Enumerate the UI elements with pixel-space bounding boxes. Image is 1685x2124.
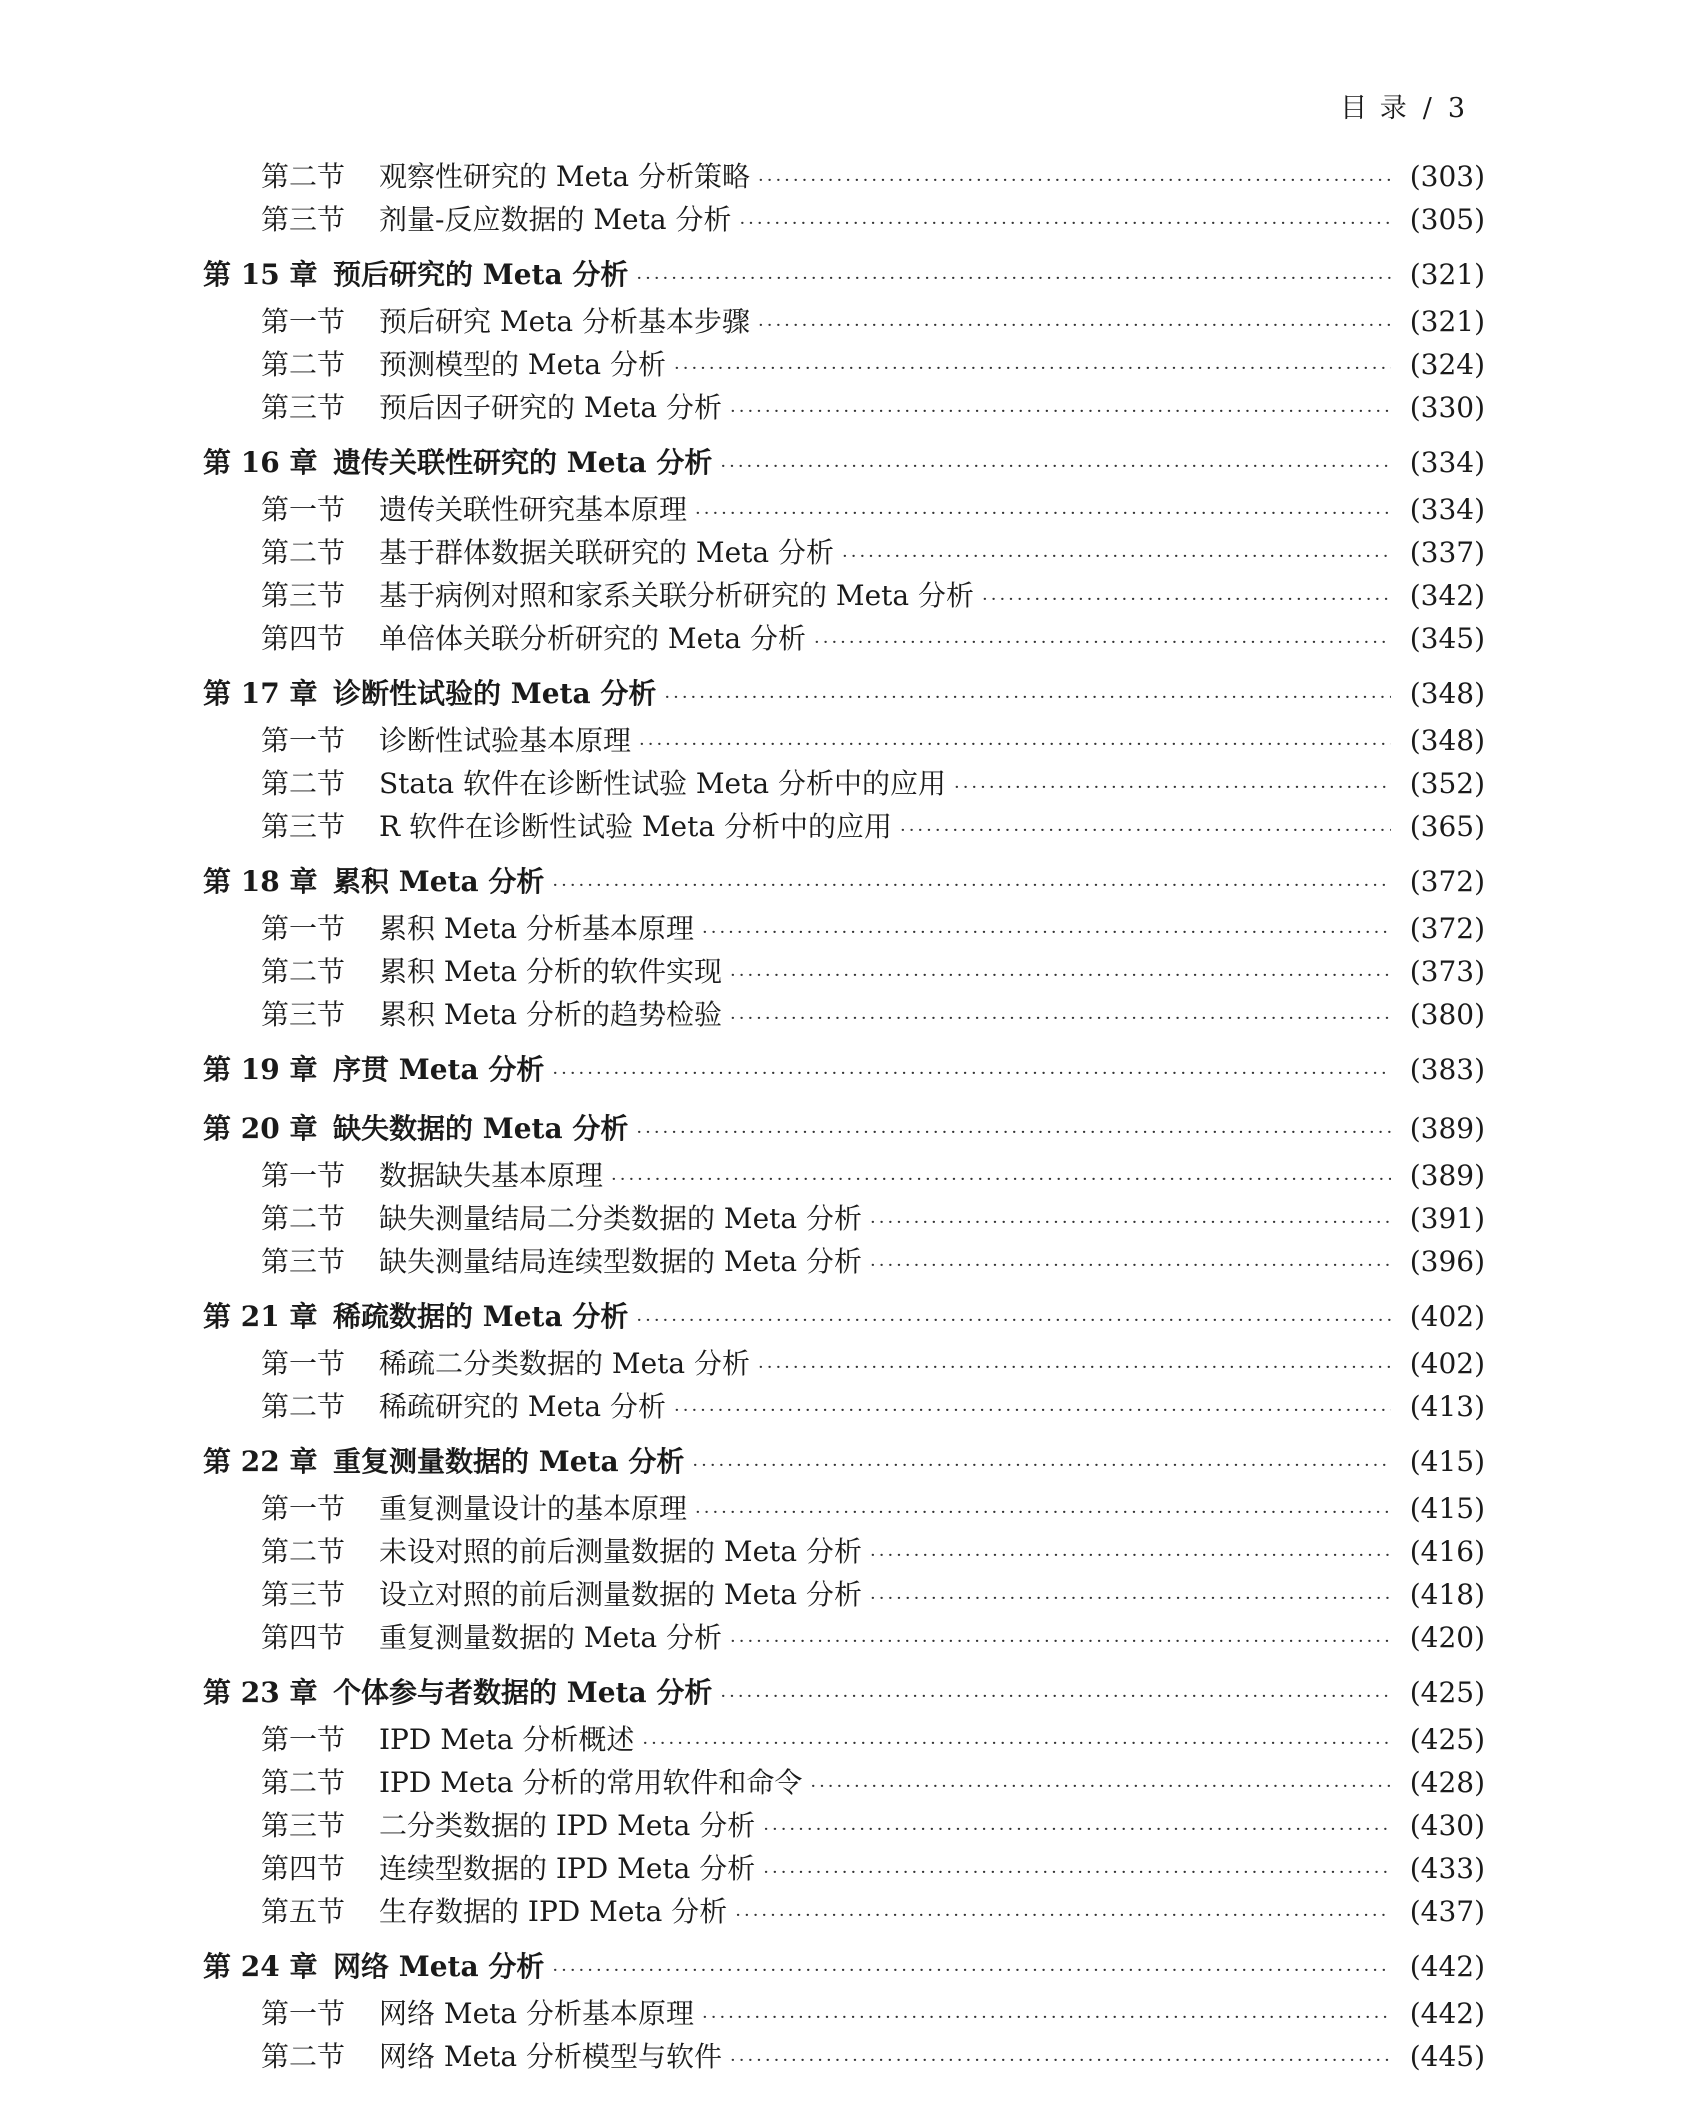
toc-entry-number: 第三节: [261, 998, 346, 1031]
toc-entry-page: (372): [1409, 865, 1485, 898]
toc-entry-number: 第三节: [261, 1578, 346, 1611]
toc-entry-title: 基于群体数据关联研究的 Meta 分析: [379, 536, 834, 569]
toc-entry-title: 预后因子研究的 Meta 分析: [379, 391, 722, 424]
toc-entry-page: (402): [1409, 1347, 1485, 1380]
toc-section-entry[interactable]: [203, 1573, 1485, 1616]
toc-section-entry[interactable]: [203, 531, 1485, 574]
toc-entry-title: 预后研究 Meta 分析基本步骤: [379, 305, 750, 338]
toc-section-entry[interactable]: [203, 386, 1485, 429]
dot-leader: [636, 253, 1391, 304]
toc-chapter-entry[interactable]: [203, 1291, 1485, 1342]
toc-entry-number: 第二节: [261, 2040, 346, 2073]
toc-entry-page: (352): [1409, 767, 1485, 800]
toc-entry-page: (442): [1409, 1950, 1485, 1983]
toc-entry-number: 第三节: [261, 1809, 346, 1842]
toc-entry-title: 网络 Meta 分析基本原理: [379, 1997, 694, 2030]
dot-leader: [763, 1808, 1391, 1851]
toc-entry-page: (391): [1409, 1202, 1485, 1235]
toc-section-entry[interactable]: [203, 1992, 1485, 2035]
dot-leader: [702, 911, 1391, 954]
toc-entry-page: (420): [1409, 1621, 1485, 1654]
dot-leader: [642, 1722, 1391, 1765]
toc-entry-number: 第一节: [261, 1159, 346, 1192]
toc-entry-title: R 软件在诊断性试验 Meta 分析中的应用: [379, 810, 892, 843]
toc-entry-page: (389): [1409, 1159, 1485, 1192]
toc-entry-title: 稀疏数据的 Meta 分析: [333, 1300, 629, 1333]
toc-entry-title: 预后研究的 Meta 分析: [333, 258, 629, 291]
toc-chapter-entry[interactable]: [203, 249, 1485, 300]
dot-leader: [900, 809, 1391, 852]
toc-entry-number: 第 23 章: [203, 1676, 318, 1709]
toc-entry-page: (334): [1409, 493, 1485, 526]
toc-entry-title: 累积 Meta 分析: [333, 865, 545, 898]
dot-leader: [695, 1491, 1391, 1534]
dot-leader: [739, 202, 1391, 245]
toc-section-entry[interactable]: [203, 805, 1485, 848]
toc-entry-page: (425): [1409, 1676, 1485, 1709]
dot-leader: [870, 1534, 1391, 1577]
dot-leader: [636, 1295, 1391, 1346]
toc-entry-number: 第二节: [261, 536, 346, 569]
toc-section-entry[interactable]: [203, 1342, 1485, 1385]
dot-leader: [954, 766, 1391, 809]
toc-entry-page: (428): [1409, 1766, 1485, 1799]
toc-entry-title: 诊断性试验基本原理: [379, 724, 632, 757]
toc-section-entry[interactable]: [203, 155, 1485, 198]
toc-entry-page: (442): [1409, 1997, 1485, 2030]
toc-section-entry[interactable]: [203, 1718, 1485, 1761]
toc-entry-page: (373): [1409, 955, 1485, 988]
toc-entry-number: 第 17 章: [203, 677, 318, 710]
toc-section-entry[interactable]: [203, 198, 1485, 241]
dot-leader: [758, 159, 1391, 202]
toc-entry-title: 累积 Meta 分析基本原理: [379, 912, 694, 945]
toc-section-entry[interactable]: [203, 762, 1485, 805]
toc-chapter-entry[interactable]: [203, 1436, 1485, 1487]
toc-entry-title: 诊断性试验的 Meta 分析: [333, 677, 657, 710]
toc-entry-page: (321): [1409, 305, 1485, 338]
dot-leader: [758, 1346, 1391, 1389]
toc-entry-number: 第二节: [261, 348, 346, 381]
toc-section-entry[interactable]: [203, 488, 1485, 531]
toc-entry-page: (305): [1409, 203, 1485, 236]
toc-entry-number: 第一节: [261, 1492, 346, 1525]
toc-section-entry[interactable]: [203, 993, 1485, 1036]
toc-entry-page: (415): [1409, 1445, 1485, 1478]
toc-entry-page: (402): [1409, 1300, 1485, 1333]
dot-leader: [674, 1389, 1391, 1432]
toc-entry-page: (324): [1409, 348, 1485, 381]
toc-entry-number: 第 22 章: [203, 1445, 318, 1478]
toc-entry-number: 第二节: [261, 1390, 346, 1423]
toc-entry-title: 预测模型的 Meta 分析: [379, 348, 666, 381]
toc-section-entry[interactable]: [203, 1804, 1485, 1847]
toc-entry-title: 重复测量设计的基本原理: [379, 1492, 688, 1525]
toc-entry-number: 第 21 章: [203, 1300, 318, 1333]
toc-entry-page: (430): [1409, 1809, 1485, 1842]
toc-entry-page: (389): [1409, 1112, 1485, 1145]
toc-section-entry[interactable]: [203, 907, 1485, 950]
toc-chapter-entry[interactable]: [203, 437, 1485, 488]
toc-entry-page: (303): [1409, 160, 1485, 193]
toc-entry-page: (413): [1409, 1390, 1485, 1423]
toc-entry-title: 缺失数据的 Meta 分析: [333, 1112, 629, 1145]
dot-leader: [720, 441, 1391, 492]
toc-entry-page: (433): [1409, 1852, 1485, 1885]
toc-entry-number: 第二节: [261, 955, 346, 988]
toc-entry-number: 第 24 章: [203, 1950, 318, 1983]
dot-leader: [982, 578, 1391, 621]
toc-entry-page: (345): [1409, 622, 1485, 655]
dot-leader: [639, 723, 1391, 766]
toc-chapter-entry[interactable]: [203, 1044, 1485, 1095]
dot-leader: [730, 2039, 1391, 2082]
toc-chapter-entry[interactable]: [203, 1103, 1485, 1154]
table-of-contents: [203, 155, 1485, 2078]
toc-section-entry[interactable]: [203, 1197, 1485, 1240]
toc-section-entry[interactable]: [203, 300, 1485, 343]
dot-leader: [763, 1851, 1391, 1894]
dot-leader: [730, 997, 1391, 1040]
toc-entry-number: 第二节: [261, 160, 346, 193]
toc-entry-number: 第 19 章: [203, 1053, 318, 1086]
toc-entry-title: Stata 软件在诊断性试验 Meta 分析中的应用: [379, 767, 946, 800]
toc-section-entry[interactable]: [203, 574, 1485, 617]
header-label: 目 录: [1340, 93, 1409, 124]
toc-section-entry[interactable]: [203, 1487, 1485, 1530]
toc-entry-page: (337): [1409, 536, 1485, 569]
header-separator: /: [1422, 93, 1434, 124]
toc-entry-number: 第五节: [261, 1895, 346, 1928]
dot-leader: [810, 1765, 1391, 1808]
dot-leader: [730, 1620, 1391, 1663]
toc-entry-number: 第二节: [261, 767, 346, 800]
toc-entry-title: 数据缺失基本原理: [379, 1159, 604, 1192]
toc-entry-page: (321): [1409, 258, 1485, 291]
toc-entry-title: 遗传关联性研究基本原理: [379, 493, 688, 526]
dot-leader: [692, 1440, 1391, 1491]
dot-leader: [814, 621, 1391, 664]
toc-entry-title: IPD Meta 分析概述: [379, 1723, 635, 1756]
dot-leader: [552, 1945, 1391, 1996]
dot-leader: [735, 1894, 1391, 1937]
toc-entry-title: 观察性研究的 Meta 分析策略: [379, 160, 750, 193]
toc-entry-title: 缺失测量结局连续型数据的 Meta 分析: [379, 1245, 862, 1278]
toc-section-entry[interactable]: [203, 1847, 1485, 1890]
toc-entry-page: (334): [1409, 446, 1485, 479]
toc-entry-title: 生存数据的 IPD Meta 分析: [379, 1895, 728, 1928]
toc-entry-number: 第三节: [261, 1245, 346, 1278]
dot-leader: [702, 1996, 1391, 2039]
dot-leader: [674, 347, 1391, 390]
toc-entry-number: 第三节: [261, 579, 346, 612]
toc-entry-number: 第四节: [261, 1621, 346, 1654]
dot-leader: [636, 1107, 1391, 1158]
toc-entry-title: 剂量-反应数据的 Meta 分析: [379, 203, 732, 236]
toc-entry-page: (445): [1409, 2040, 1485, 2073]
toc-entry-number: 第 20 章: [203, 1112, 318, 1145]
toc-section-entry[interactable]: [203, 719, 1485, 762]
toc-chapter-entry[interactable]: [203, 1941, 1485, 1992]
toc-section-entry[interactable]: [203, 1530, 1485, 1573]
toc-entry-title: 二分类数据的 IPD Meta 分析: [379, 1809, 756, 1842]
toc-section-entry[interactable]: [203, 1616, 1485, 1659]
toc-section-entry[interactable]: [203, 343, 1485, 386]
toc-entry-number: 第一节: [261, 724, 346, 757]
toc-entry-page: (330): [1409, 391, 1485, 424]
dot-leader: [842, 535, 1391, 578]
toc-entry-number: 第三节: [261, 391, 346, 424]
toc-entry-number: 第 18 章: [203, 865, 318, 898]
toc-entry-number: 第二节: [261, 1535, 346, 1568]
toc-entry-title: 缺失测量结局二分类数据的 Meta 分析: [379, 1202, 862, 1235]
toc-entry-title: 个体参与者数据的 Meta 分析: [333, 1676, 713, 1709]
toc-entry-number: 第一节: [261, 493, 346, 526]
toc-entry-number: 第一节: [261, 1723, 346, 1756]
toc-entry-page: (380): [1409, 998, 1485, 1031]
toc-entry-page: (437): [1409, 1895, 1485, 1928]
header-page-number: 3: [1447, 93, 1467, 124]
dot-leader: [758, 304, 1391, 347]
toc-entry-number: 第四节: [261, 1852, 346, 1885]
toc-section-entry[interactable]: [203, 950, 1485, 993]
toc-chapter-entry[interactable]: [203, 1667, 1485, 1718]
toc-entry-title: 基于病例对照和家系关联分析研究的 Meta 分析: [379, 579, 974, 612]
toc-entry-number: 第一节: [261, 305, 346, 338]
toc-entry-page: (415): [1409, 1492, 1485, 1525]
toc-chapter-entry[interactable]: [203, 856, 1485, 907]
toc-entry-number: 第一节: [261, 1347, 346, 1380]
toc-entry-number: 第三节: [261, 203, 346, 236]
toc-section-entry[interactable]: [203, 1761, 1485, 1804]
toc-entry-number: 第二节: [261, 1766, 346, 1799]
toc-entry-title: 网络 Meta 分析: [333, 1950, 545, 1983]
toc-section-entry[interactable]: [203, 1154, 1485, 1197]
toc-entry-title: 重复测量数据的 Meta 分析: [379, 1621, 722, 1654]
toc-entry-page: (342): [1409, 579, 1485, 612]
running-header: [1340, 86, 1467, 125]
dot-leader: [552, 1048, 1391, 1099]
dot-leader: [664, 672, 1391, 723]
toc-entry-page: (348): [1409, 677, 1485, 710]
toc-section-entry[interactable]: [203, 2035, 1485, 2078]
toc-entry-number: 第二节: [261, 1202, 346, 1235]
toc-section-entry[interactable]: [203, 1385, 1485, 1428]
dot-leader: [730, 390, 1391, 433]
dot-leader: [730, 954, 1391, 997]
toc-entry-number: 第四节: [261, 622, 346, 655]
toc-entry-number: 第一节: [261, 912, 346, 945]
toc-section-entry[interactable]: [203, 617, 1485, 660]
toc-entry-title: 累积 Meta 分析的软件实现: [379, 955, 722, 988]
dot-leader: [870, 1577, 1391, 1620]
dot-leader: [870, 1244, 1391, 1287]
toc-entry-page: (418): [1409, 1578, 1485, 1611]
toc-entry-title: 累积 Meta 分析的趋势检验: [379, 998, 722, 1031]
toc-entry-title: 重复测量数据的 Meta 分析: [333, 1445, 685, 1478]
toc-chapter-entry[interactable]: [203, 668, 1485, 719]
dot-leader: [720, 1671, 1391, 1722]
toc-entry-title: IPD Meta 分析的常用软件和命令: [379, 1766, 803, 1799]
toc-section-entry[interactable]: [203, 1890, 1485, 1933]
toc-entry-page: (383): [1409, 1053, 1485, 1086]
toc-section-entry[interactable]: [203, 1240, 1485, 1283]
toc-entry-title: 连续型数据的 IPD Meta 分析: [379, 1852, 756, 1885]
toc-entry-page: (425): [1409, 1723, 1485, 1756]
toc-entry-title: 未设对照的前后测量数据的 Meta 分析: [379, 1535, 862, 1568]
toc-entry-title: 序贯 Meta 分析: [333, 1053, 545, 1086]
dot-leader: [870, 1201, 1391, 1244]
toc-entry-page: (365): [1409, 810, 1485, 843]
toc-entry-page: (396): [1409, 1245, 1485, 1278]
toc-entry-title: 稀疏二分类数据的 Meta 分析: [379, 1347, 750, 1380]
toc-entry-page: (416): [1409, 1535, 1485, 1568]
toc-entry-page: (372): [1409, 912, 1485, 945]
toc-entry-number: 第三节: [261, 810, 346, 843]
toc-entry-title: 网络 Meta 分析模型与软件: [379, 2040, 722, 2073]
toc-entry-title: 遗传关联性研究的 Meta 分析: [333, 446, 713, 479]
toc-entry-number: 第一节: [261, 1997, 346, 2030]
toc-entry-title: 单倍体关联分析研究的 Meta 分析: [379, 622, 806, 655]
toc-entry-title: 设立对照的前后测量数据的 Meta 分析: [379, 1578, 862, 1611]
dot-leader: [695, 492, 1391, 535]
toc-entry-number: 第 16 章: [203, 446, 318, 479]
toc-entry-page: (348): [1409, 724, 1485, 757]
dot-leader: [611, 1158, 1391, 1201]
toc-entry-number: 第 15 章: [203, 258, 318, 291]
toc-entry-title: 稀疏研究的 Meta 分析: [379, 1390, 666, 1423]
dot-leader: [552, 860, 1391, 911]
